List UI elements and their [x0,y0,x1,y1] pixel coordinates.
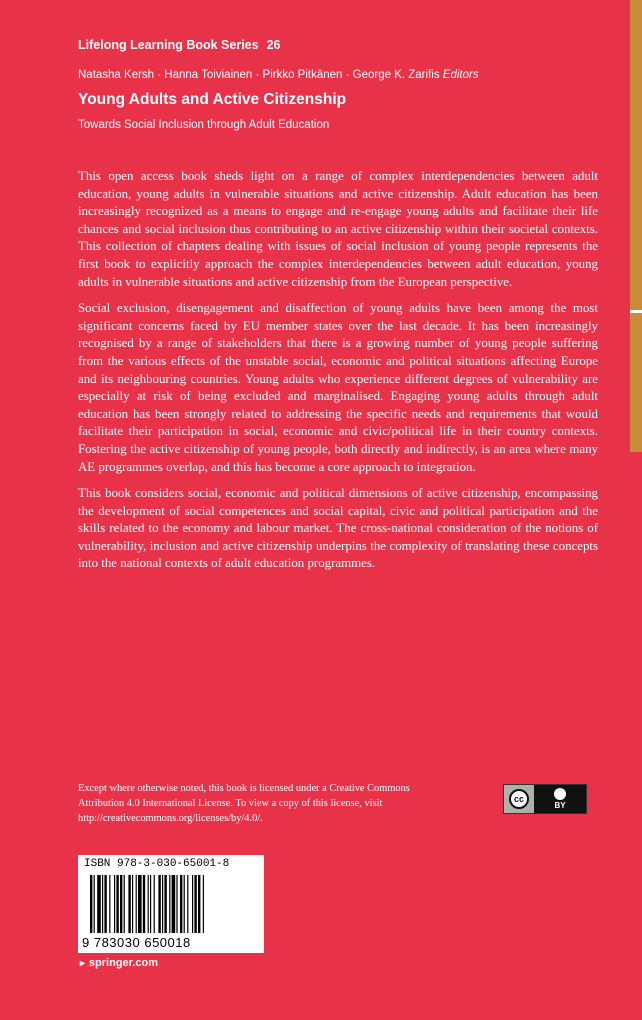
barcode-bar [143,875,145,933]
barcode-bar [187,875,188,933]
barcode-bar [154,875,155,933]
isbn-barcode [78,855,264,953]
arrow-right-icon: ► [78,958,87,968]
barcode-bar [97,875,101,933]
barcode-bar [94,875,95,933]
book-title: Young Adults and Active Citizenship [78,91,347,108]
barcode-bar [102,875,103,933]
spine-edge-stripe [630,0,642,452]
editors-line [78,69,479,81]
editors-role: Editors [442,69,479,81]
barcode-bar [176,875,177,933]
barcode-bar [192,875,193,933]
barcode-bar [136,875,137,933]
barcode-bar [104,875,106,933]
barcode-bar [109,875,110,933]
by-label: BY [554,801,566,810]
cc-icon: cc [509,789,529,809]
barcode-bar [203,875,204,933]
barcode-bar [150,875,151,933]
barcode-bar [114,875,115,933]
barcode-bar [164,875,166,933]
barcode-bar [128,875,130,933]
barcode-bar [169,875,170,933]
series-label: Lifelong Learning Book Series [78,38,259,52]
book-subtitle: Towards Social Inclusion through Adult Education [78,119,330,131]
barcode-bar [162,875,163,933]
blurb [78,168,598,582]
publisher-url: springer.com [88,957,158,969]
spine-edge-mark [630,310,642,313]
blurb-paragraph-1: This open access book sheds light on a range of complex interdependencies between adult education, young adults in vulnerable situations and active citizenship. Adult education has been increasingly recognized as a means to engage and re-engage young adults and facilitate their life chances and social inclusion thus contributing to an active citizenship within their societal contexts. This collection of chapters dealing with issues of social inclusion of young people represents the first book to explicitly approach the complex interdependencies between adult education, young adults in vulnerable situations and active citizenship from the European perspective. [78,169,598,289]
publisher-link[interactable] [78,957,158,969]
cc-by-badge [503,784,587,814]
barcode-bar [124,875,125,933]
license-notice: Except where otherwise noted, this book is licensed under a Creative Commons Attribution 4.0 International License. To view a copy of this license, visit http://creativecommons.org/licenses/by/4.0/. [78,783,410,824]
barcode-bar [90,875,92,933]
barcode-bar [194,875,196,933]
editor-names: Natasha Kersh · Hanna Toiviainen · Pirkko Pitkänen · George K. Zarifis [78,69,440,81]
barcode-bar [198,875,200,933]
by-block [534,785,586,813]
blurb-paragraph-3: This book considers social, economic and political dimensions of active citizenship, encompassing the development of social competences and social capital, civic and political participation and the skills related to the economy and labour market. The cross-national consideration of the notions of vulnerability, inclusion and active citizenship underpins the complexity of translating these concepts into the national contexts of adult education programmes. [78,486,598,571]
barcode-bar [120,875,122,933]
barcode-bar [148,875,149,933]
isbn-text: ISBN 978-3-030-65001-8 [84,858,230,870]
barcode-bar [132,875,133,933]
attribution-person-icon [554,788,566,800]
barcode-bar [184,875,185,933]
barcode-bar [180,875,182,933]
barcode-bar [172,875,176,933]
series-heading [78,38,281,52]
barcode-digits: 9 783030 650018 [82,935,191,950]
blurb-paragraph-2: Social exclusion, disengagement and disaffection of young adults have been among the most significant concerns faced by EU member states over the last decade. It has been increasingly recognised by a range of stakeholders that there is a growing number of young people suffering from the various effects of the unstable social, economic and political situations affecting Europe and its neighbouring countries. Young adults who experience different degrees of vulnerability are especially at risk of being excluded and marginalised. Engaging young adults through adult education has been strongly related to addressing the specific needs and requirements that would facilitate their participation in social, economic and civic/political life in their country contexts. Fostering the active citizenship of young people, both directly and indirectly, is an area where many AE programmes overlap, and this has become a core approach to integration. [78,301,598,474]
barcode-bar [158,875,160,933]
barcode-bar [116,875,118,933]
barcode-bar [138,875,142,933]
cc-badge-left [504,785,534,813]
series-number: 26 [266,38,281,52]
